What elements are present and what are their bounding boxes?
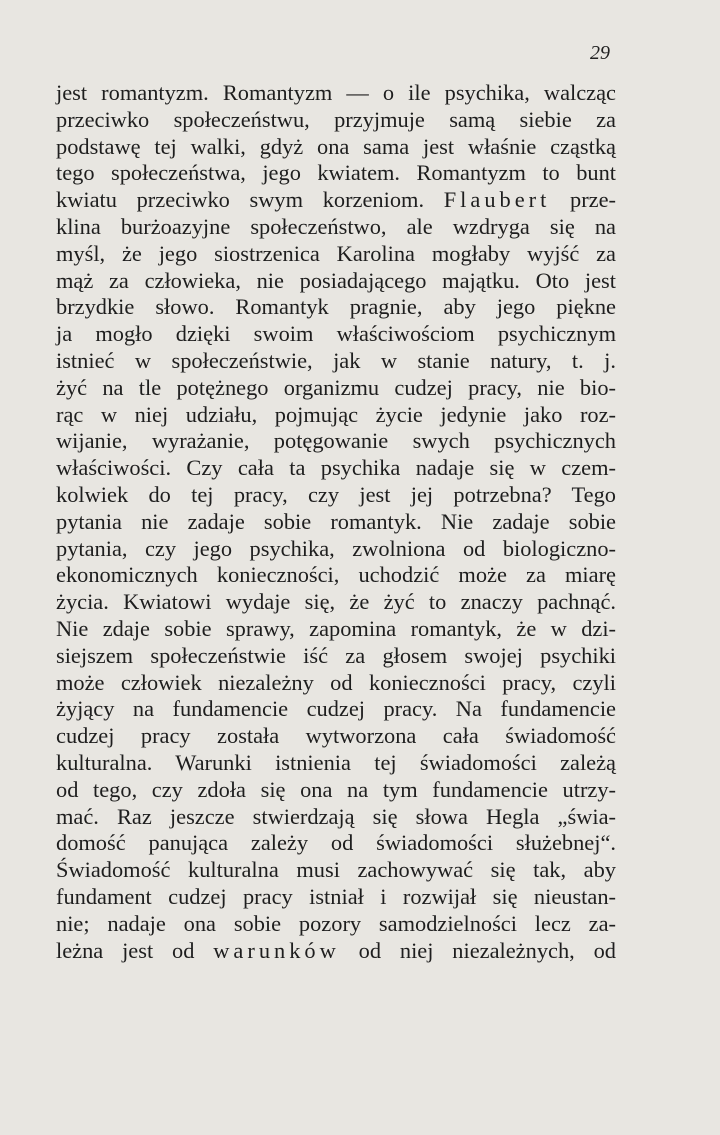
- text-line: ekonomicznych konieczności, uchodzić może za miarę: [56, 562, 616, 588]
- body-text: [56, 80, 616, 964]
- text-line: Nie zdaje sobie sprawy, zapomina romantyk, że w dzi-: [56, 615, 616, 641]
- text-line: cudzej pracy została wytworzona cała świadomość: [56, 723, 616, 749]
- text-line: istnieć w społeczeństwie, jak w stanie natury, t. j.: [56, 347, 616, 373]
- text-line: wijanie, wyrażanie, potęgowanie swych psychicznych: [56, 428, 616, 454]
- text-line: tego społeczeństwa, jego kwiatem. Romantyzm to bunt: [56, 160, 616, 186]
- text-line: przeciwko społeczeństwu, przyjmuje samą siebie za: [56, 106, 616, 132]
- text-line: podstawę tej walki, gdyż ona sama jest właśnie cząstką: [56, 133, 616, 159]
- text-line: nie; nadaje ona sobie pozory samodzielności lecz za-: [56, 910, 616, 936]
- text-line: myśl, że jego siostrzenica Karolina mogłaby wyjść za: [56, 240, 616, 266]
- text-line: siejszem społeczeństwie iść za głosem swojej psychiki: [56, 642, 616, 668]
- page-number: 29: [590, 42, 610, 64]
- text-line: żyjący na fundamencie cudzej pracy. Na fundamencie: [56, 696, 616, 722]
- text-line: brzydkie słowo. Romantyk pragnie, aby jego piękne: [56, 294, 616, 320]
- text-line: klina burżoazyjne społeczeństwo, ale wzdryga się na: [56, 213, 616, 239]
- text-line: kolwiek do tej pracy, czy jest jej potrzebna? Tego: [56, 481, 616, 507]
- text-line: jest romantyzm. Romantyzm — o ile psychika, walcząc: [56, 80, 616, 105]
- text-line: kulturalna. Warunki istnienia tej świadomości zależą: [56, 749, 616, 775]
- text-line: rąc w niej udziału, pojmując życie jedynie jako roz-: [56, 401, 616, 427]
- text-line: żyć na tle potężnego organizmu cudzej pracy, nie bio-: [56, 374, 616, 400]
- text-line: właściwości. Czy cała ta psychika nadaje się w czem-: [56, 455, 616, 481]
- text-line: mąż za człowieka, nie posiadającego majątku. Oto jest: [56, 267, 616, 293]
- text-line: fundament cudzej pracy istniał i rozwijał się nieustan-: [56, 883, 616, 909]
- text-line: domość panująca zależy od świadomości służebnej“.: [56, 830, 616, 856]
- text-line: leżna jest od warunków od niej niezależnych, od: [56, 937, 616, 963]
- text-line: Świadomość kulturalna musi zachowywać się tak, aby: [56, 857, 616, 883]
- text-line: może człowiek niezależny od konieczności pracy, czyli: [56, 669, 616, 695]
- text-line: pytania, czy jego psychika, zwolniona od biologiczno-: [56, 535, 616, 561]
- text-line: kwiatu przeciwko swym korzeniom. Flaubert prze-: [56, 187, 616, 213]
- text-line: mać. Raz jeszcze stwierdzają się słowa Hegla „świa-: [56, 803, 616, 829]
- text-line: pytania nie zadaje sobie romantyk. Nie zadaje sobie: [56, 508, 616, 534]
- text-line: życia. Kwiatowi wydaje się, że żyć to znaczy pachnąć.: [56, 589, 616, 615]
- text-line: ja mogło dzięki swoim właściwościom psychicznym: [56, 321, 616, 347]
- text-line: od tego, czy zdoła się ona na tym fundamencie utrzy-: [56, 776, 616, 802]
